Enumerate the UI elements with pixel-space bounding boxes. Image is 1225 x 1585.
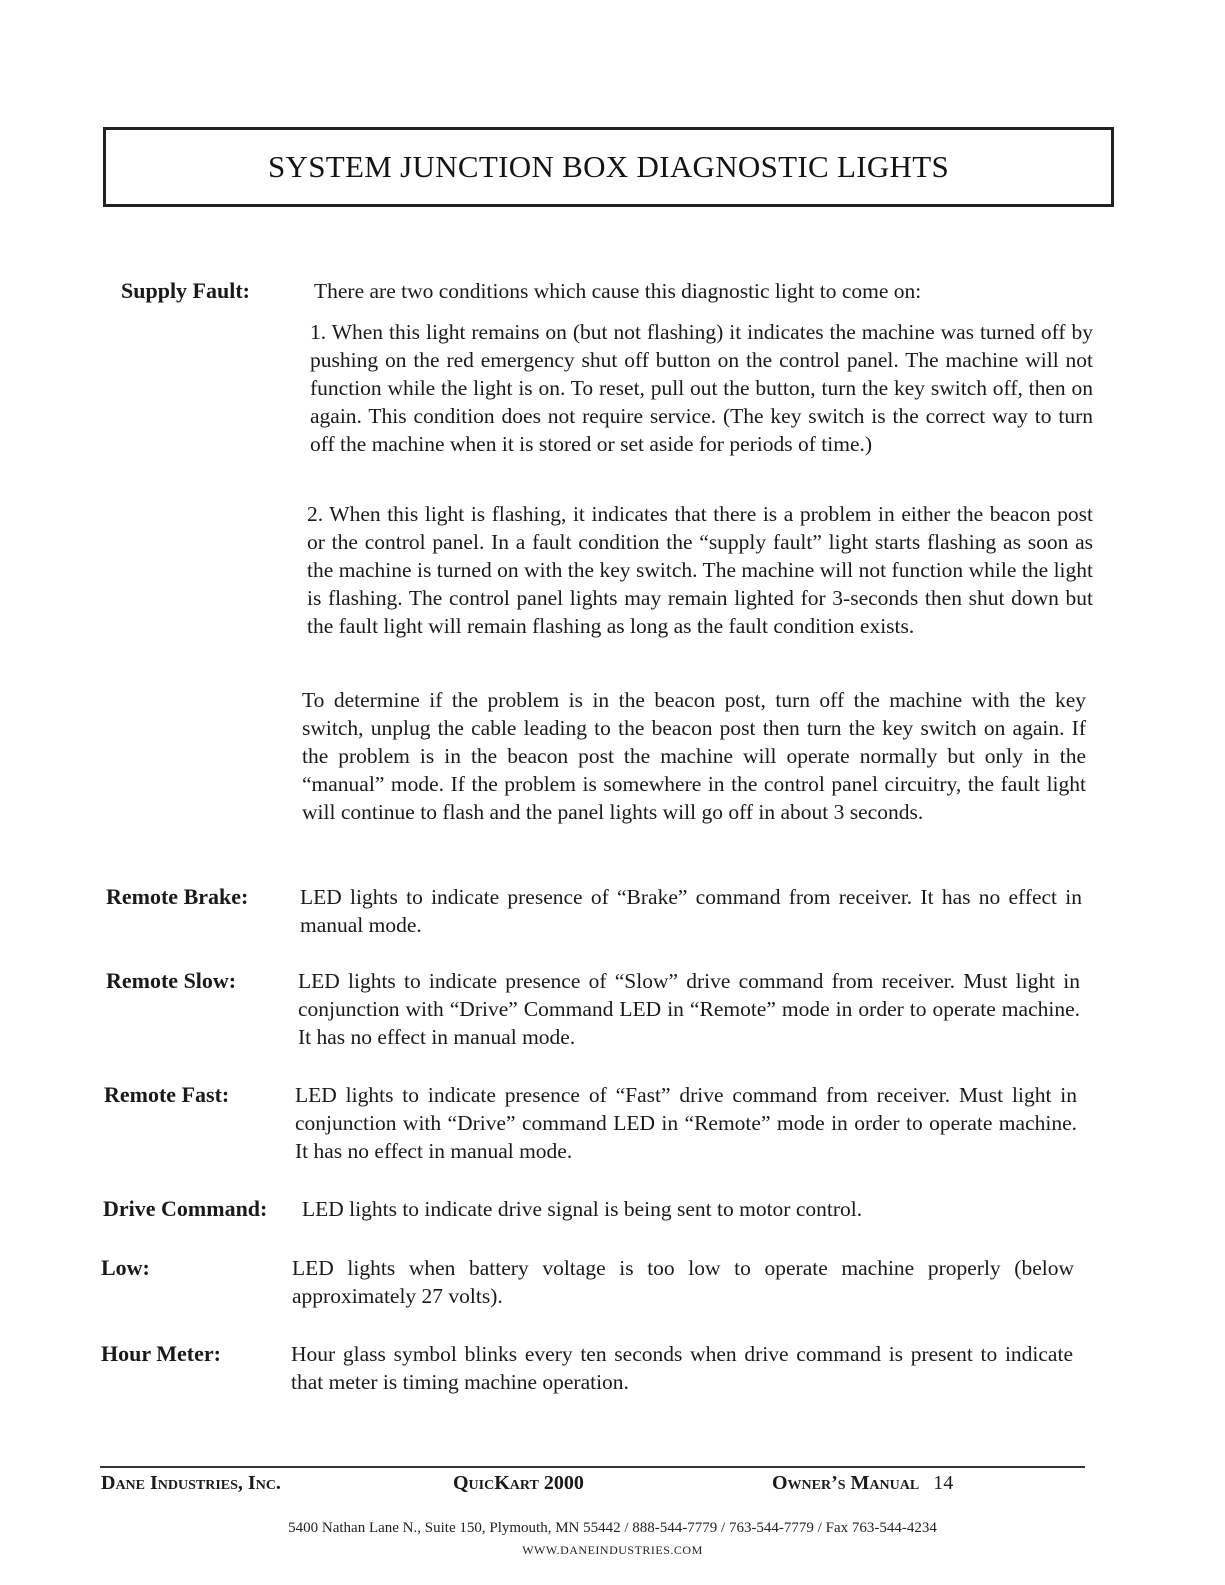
footer-manual-label: Owner’s Manual bbox=[772, 1472, 920, 1494]
remote-brake-label: Remote Brake: bbox=[106, 884, 249, 909]
low-text: LED lights when battery voltage is too low to operate machine properly (below approximately 27 volts). bbox=[292, 1256, 1074, 1308]
remote-slow-label: Remote Slow: bbox=[106, 968, 237, 993]
footer-website: WWW.DANEINDUSTRIES.COM bbox=[522, 1543, 703, 1557]
page-title: SYSTEM JUNCTION BOX DIAGNOSTIC LIGHTS bbox=[267, 149, 950, 184]
remote-fast-label: Remote Fast: bbox=[104, 1082, 230, 1107]
footer-manual bbox=[772, 1472, 953, 1495]
footer-product: QuicKart 2000 bbox=[453, 1472, 584, 1494]
low-label: Low: bbox=[101, 1255, 150, 1280]
title-box bbox=[103, 127, 1114, 207]
drive-command-text: LED lights to indicate drive signal is being sent to motor control. bbox=[302, 1197, 863, 1221]
hour-meter-label: Hour Meter: bbox=[101, 1341, 221, 1366]
supply-fault-intro: There are two conditions which cause this diagnostic light to come on: bbox=[314, 279, 922, 303]
hour-meter-text: Hour glass symbol blinks every ten seconds when drive command is present to indicate that meter is timing machine operation. bbox=[291, 1342, 1073, 1394]
footer-rule bbox=[100, 1466, 1085, 1468]
remote-slow-text: LED lights to indicate presence of “Slow” drive command from receiver. Must light in conjunction with “Drive” Command LED in “Remote” mode in order to operate machine. It has no effect in manual mode. bbox=[298, 969, 1080, 1049]
supply-fault-paragraph-2: 2. When this light is flashing, it indicates that there is a problem in either the beacon post or the control panel. In a fault condition the “supply fault” light starts flashing as soon as the machine is turned on with the key switch. The machine will not function while the light is flashing. The control panel lights may remain lighted for 3-seconds then shut down but the fault light will remain flashing as long as the fault condition exists. bbox=[307, 502, 1093, 638]
remote-fast-text: LED lights to indicate presence of “Fast” drive command from receiver. Must light in conjunction with “Drive” command LED in “Remote” mode in order to operate machine. It has no effect in manual mode. bbox=[295, 1083, 1077, 1163]
drive-command-label: Drive Command: bbox=[103, 1196, 268, 1221]
footer-address: 5400 Nathan Lane N., Suite 150, Plymouth, MN 55442 / 888-544-7779 / 763-544-7779 / Fax 763-544-4234 bbox=[288, 1520, 937, 1536]
footer-company: Dane Industries, Inc. bbox=[101, 1472, 281, 1494]
remote-brake-text: LED lights to indicate presence of “Brake” command from receiver. It has no effect in manual mode. bbox=[300, 885, 1082, 937]
supply-fault-paragraph-1: 1. When this light remains on (but not flashing) it indicates the machine was turned off by pushing on the red emergency shut off button on the control panel. The machine will not function while the light is on. To reset, pull out the button, turn the key switch off, then on again. This condition does not require service. (The key switch is the correct way to turn off the machine when it is stored or set aside for periods of time.) bbox=[310, 320, 1093, 456]
supply-fault-paragraph-3: To determine if the problem is in the beacon post, turn off the machine with the key switch, unplug the cable leading to the beacon post then turn the key switch on again. If the problem is in the beacon post the machine will operate normally but only in the “manual” mode. If the problem is somewhere in the control panel circuitry, the fault light will continue to flash and the panel lights will go off in about 3 seconds. bbox=[302, 688, 1086, 824]
supply-fault-label: Supply Fault: bbox=[121, 278, 250, 303]
page-number: 14 bbox=[933, 1472, 954, 1494]
